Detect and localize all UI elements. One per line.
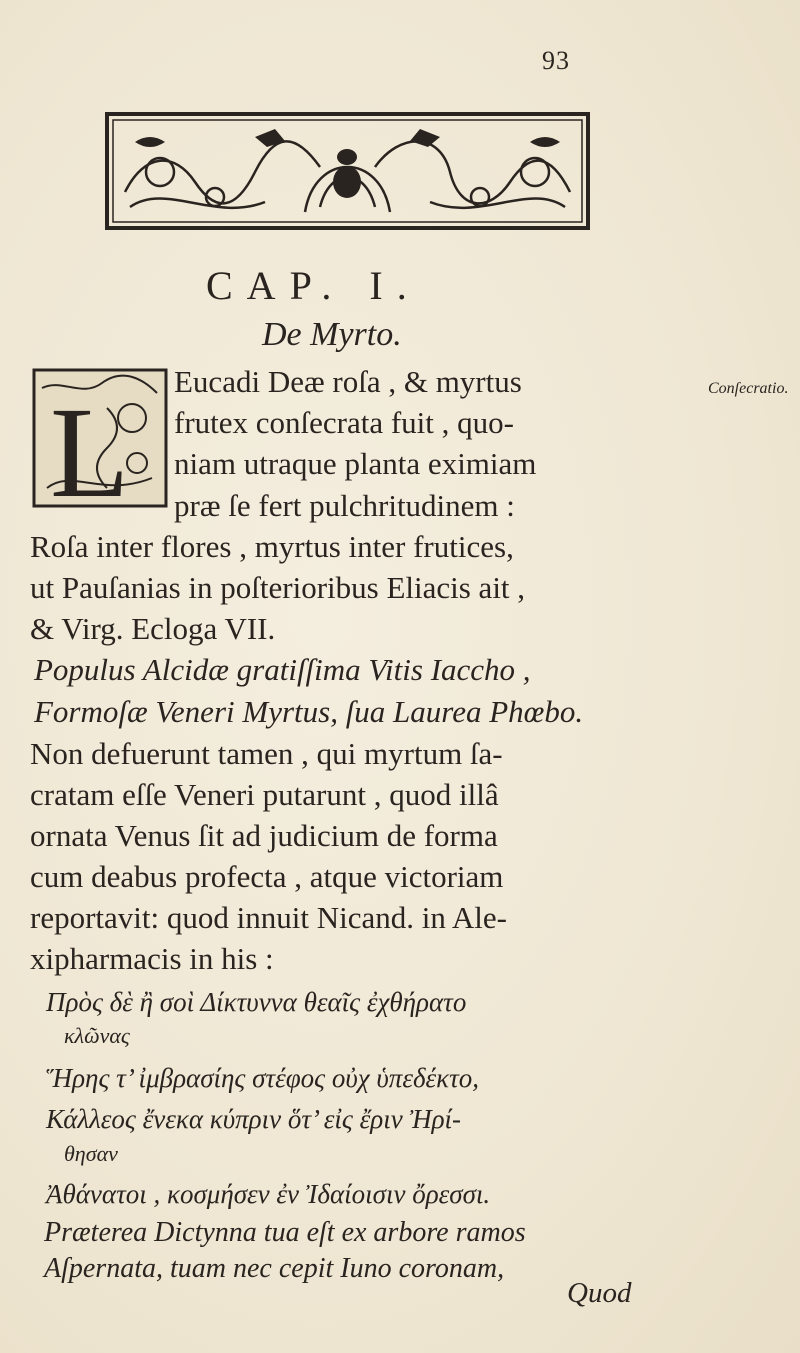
text-line: Non defuerunt tamen , qui myrtum ſa- [30,736,503,771]
verse-line: Formoſæ Veneri Myrtus, ſua Laurea Phœbo. [34,694,584,729]
verse-line: Præterea Dictynna tua eſt ex arbore ramos [44,1217,526,1248]
greek-line: Κάλλεος ἔνεκα κύπριν ὅτ’ εἰς ἔριν Ἠρί- [46,1104,462,1134]
text-line: cum deabus profecta , atque victoriam [30,859,504,894]
greek-line: κλῶνας [64,1023,130,1048]
greek-line: Πρὸς δὲ ἢ σοὶ Δίκτυννα θεαῖς ἐχθήρατο [46,987,467,1017]
catchword: Quod [567,1277,632,1309]
text-line: xipharmacis in his : [30,941,274,976]
drop-cap-letter: L [50,381,130,508]
text-line: Eucadi Deæ roſa , & myrtus [174,364,522,399]
verse-line: Populus Alcidæ gratiſſima Vitis Iaccho , [34,652,531,687]
text-line: niam utraque planta eximiam [174,446,537,481]
greek-line: θησαν [64,1141,118,1166]
greek-line: Ἀθάνατοι , κοσμήσεν ἐν Ἰδαίοισιν ὄρεσσι. [46,1179,491,1209]
verse-line: Aſpernata, tuam nec cepit Iuno coronam, [44,1253,505,1284]
text-line: frutex conſecrata fuit , quo- [174,405,514,440]
page-number: 93 [542,46,570,75]
text-line: & Virg. Ecloga VII. [30,611,276,646]
text-line: Roſa inter flores , myrtus inter frutices, [30,529,514,564]
text-line: præ ſe fert pulchritudinem : [174,488,515,523]
text-line: reportavit: quod innuit Nicand. in Ale- [30,900,507,935]
greek-line: Ἥρης τ’ ἰμβρασίης στέφος οὐχ ὑπεδέκτο, [46,1063,480,1093]
chapter-title: De Myrto. [262,316,402,353]
text-line: ut Pauſanias in poſterioribus Eliacis ait , [30,570,526,605]
chapter-heading: CAP. I. [206,263,421,308]
ornamental-headpiece [105,112,590,230]
decorated-initial-l [32,368,168,508]
margin-note: Conſecratio. [708,380,789,397]
text-line: cratam eſſe Veneri putarunt , quod illâ [30,777,499,812]
text-line: ornata Venus ſit ad judicium de forma [30,818,498,853]
